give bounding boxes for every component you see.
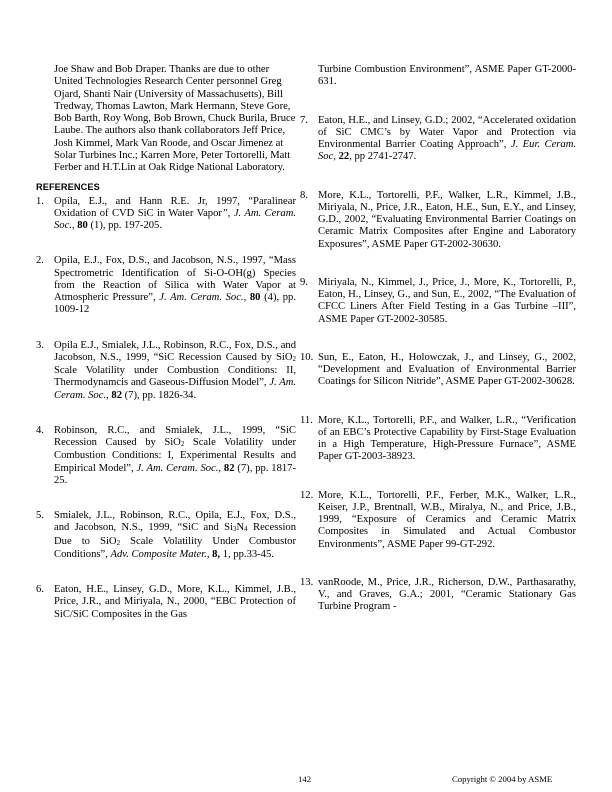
- reference-11: [300, 414, 576, 464]
- subscript: 4: [244, 525, 248, 534]
- reference-number: 6.: [36, 584, 44, 595]
- reference-number: 1.: [36, 195, 44, 207]
- reference-journal: J. Am. Ceram. Soc.: [136, 462, 219, 474]
- reference-3: 3. Opila E.J., Smialek, J.L., Robinson, R.C., Fox, D.S., and Jacobson, N.S., 1999, “SiC Recession Caused by SiO2 Scale Volatility under Combustion Conditions: II, Thermodynamcis and Gaseous-Diffusion Model”, J. Am. Ceram. Soc., 82 (7), pp. 1826-34.: [36, 339, 296, 401]
- reference-number: 3.: [36, 339, 44, 351]
- reference-number: 8.: [300, 189, 308, 201]
- subscript: 2: [180, 440, 185, 448]
- reference-journal: Adv. Composite Mater.: [110, 548, 207, 560]
- reference-number: 11.: [300, 414, 313, 426]
- reference-number: 7.: [300, 114, 308, 126]
- subscript: 2: [116, 538, 121, 547]
- reference-authors-title: Opila, E.J., Fox, D.S., and Jacobson, N.S., 1997, “Mass Spectrometric Identification of Si-O-OH(g) Species from the Reaction of Silica with Water Vapor at Atmospheric Pressure”,: [54, 255, 296, 303]
- page-number: 142: [298, 774, 312, 784]
- reference-authors-title: Opila, E.J., and Hann R.E. Jr, 1997, “Paralinear Oxidation of CVD SiC in Water Vapor: [54, 195, 296, 219]
- reference-authors-title: Opila E.J., Smialek, J.L., Robinson, R.C., Fox, D.S., and Jacobson, N.S., 1999, “SiC Recession Caused by SiO: [54, 339, 296, 363]
- reference-volume: 80: [77, 220, 88, 231]
- reference-pages: , pp 2741-2747.: [349, 151, 417, 163]
- reference-title-cont: Scale Volatility Under Combustor Conditions”,: [54, 535, 296, 560]
- reference-4: 4. Robinson, R.C., and Smialek, J.L., 1999, “SiC Recession Caused by SiO2 Scale Volatility under Combustion Conditions: I, Experimental Results and Empirical Model”, J. Am. Ceram. Soc., 82 (7), pp. 1817-25.: [36, 424, 297, 486]
- left-column: [36, 64, 297, 621]
- reference-title-cont: Scale Volatility under Combustion Conditions: II, Thermodynamcis and Gaseous-Diffusion Model”,: [54, 365, 296, 389]
- reference-number: 5.: [36, 510, 44, 521]
- reference-volume: 82: [111, 389, 122, 401]
- subscript: 2: [292, 354, 296, 363]
- reference-number: 13.: [300, 576, 314, 588]
- reference-text: Miriyala, N., Kimmel, J., Price, J., More, K., Tortorelli, P., Eaton, H., Linsey, G., and Sun, E., 2002, “The Evaluation of CFCC Liners After Field Testing in a Gas Turbine –III”, ASME Paper GT-2002-30585.: [318, 276, 576, 325]
- reference-journal: J. Am. Ceram. Soc.: [54, 377, 296, 401]
- reference-7: [300, 114, 576, 164]
- reference-text: More, K.L., Tortorelli, P.F., Walker, L.R., Kimmel, J.B., Miriyala, N., Price, J.R., Eaton, H.E., Sun, E.Y., and Linsey, G.D., 2002, “Evaluating Environmental Barrier Coatings on Ceramic Matrix Composites after Engine and Laboratory Exposures”, ASME Paper GT-2002-30630.: [318, 189, 576, 250]
- reference-2: 2. Opila, E.J., Fox, D.S., and Jacobson, N.S., 1997, “Mass Spectrometric Identification of Si-O-OH(g) Species from the Reaction of Silica with Water Vapor at Atmospheric Pressure”, J. Am. Ceram. Soc., 80 (4), pp. 1009-12: [36, 255, 297, 316]
- formula-part: N: [236, 522, 245, 534]
- reference-number: 4.: [36, 424, 44, 436]
- separator: ,: [206, 548, 213, 560]
- reference-text: More, K.L., Tortorelli, P.F., and Walker, L.R., “Verification of an EBC’s Protective Capability by First-Stage Evaluation in a High Temperature, High-Pressure Furnace”, ASME Paper GT-2003-38923.: [318, 414, 576, 463]
- reference-text: Turbine Combustion Environment”, ASME Paper GT-2000-631.: [318, 64, 576, 88]
- reference-6-continued: [318, 64, 576, 89]
- reference-pages: (7), pp. 1826-34.: [121, 389, 197, 401]
- reference-authors-title: Smialek, J.L., Robinson, R.C., Opila, E.J., Fox, D.S., and Jacobson, N.S., 1999, “SiC and Si: [54, 510, 296, 534]
- reference-number: 9.: [300, 276, 308, 288]
- reference-5: [36, 510, 296, 561]
- reference-pages: (1), pp. 197-205.: [87, 220, 162, 231]
- acknowledgement-text: Joe Shaw and Bob Draper. Thanks are due to other United Technologies Research Center personnel Greg Ojard, Shanti Nair (University of Massachusetts), Bill Tredway, Thomas Lawton, Mark Hermann, Steve Gore, Bob Barth, Roy Wong, Bob Brown, Chuck Burila, Bruce Laube. The authors also thank collaborators Jeff Price, Josh Kimmel, Mark Van Roode, and Oscar Jimenez at Solar Turbines Inc.; Karren More, Peter Tortorelli, Matt Ferber and H.T.Lin at Oak Ridge National Laboratory.: [54, 64, 296, 173]
- reference-volume: 8,: [212, 548, 221, 560]
- reference-pages: (4), pp. 1009-12: [54, 292, 297, 316]
- reference-title-cont: Scale Volatility under Combustion Conditions: I, Experimental Results and Empirical Model”,: [54, 437, 297, 474]
- reference-10: [300, 351, 576, 389]
- reference-journal: J. Eur. Ceram. Soc,: [318, 139, 576, 163]
- reference-12: [300, 489, 576, 551]
- reference-9: [300, 276, 576, 326]
- reference-pages: 1, pp.33-45.: [220, 548, 274, 560]
- copyright-notice: Copyright © 2004 by ASME: [452, 774, 553, 784]
- reference-text: vanRoode, M., Price, J.R., Richerson, D.W., Parthasarathy, V., and Graves, G.A.; 2001, “Ceramic Stationary Gas Turbine Program -: [318, 576, 576, 613]
- reference-volume: 22: [338, 151, 350, 163]
- right-column: [300, 64, 576, 614]
- reference-journal: ”, J. Am. Ceram. Soc.: [54, 207, 296, 231]
- reference-volume: 82: [223, 462, 235, 474]
- reference-text: Eaton, H.E., Linsey, G.D., More, K.L., Kimmel, J.B., Price, J.R., and Miriyala, N., 2000, “EBC Protection of SiC/SiC Composites in the Gas: [54, 584, 296, 620]
- reference-1: 1. Opila, E.J., and Hann R.E. Jr, 1997, “Paralinear Oxidation of CVD SiC in Water Vapor”, J. Am. Ceram. Soc., 80 (1), pp. 197-205.: [36, 195, 296, 231]
- reference-journal: J. Am. Ceram. Soc.: [159, 292, 244, 303]
- reference-number: 12.: [300, 489, 314, 501]
- subscript: 3: [233, 525, 237, 534]
- reference-text: More, K.L., Tortorelli, P.F., Ferber, M.K., Walker, L.R., Keiser, J.P., Brentnall, W.B., Miralya, N., and Price, J.B., 1999, “Exposure of Ceramics and Ceramic Matrix Composites in Simulated and Actual Combustor Environments”, ASME Paper 99-GT-292.: [318, 489, 576, 550]
- reference-pages: (7), pp. 1817-25.: [54, 462, 297, 486]
- references-heading: REFERENCES: [36, 182, 100, 193]
- reference-authors-title: Robinson, R.C., and Smialek, J.L., 1999, “SiC Recession Caused by SiO: [54, 424, 296, 448]
- reference-authors-title: Eaton, H.E., and Linsey, G.D.; 2002, “Accelerated oxidation of SiC CMC’s by Water Vapor and Protection via Environmental Barrier Coating Approach”,: [318, 114, 576, 150]
- reference-text: Sun, E., Eaton, H., Holowczak, J., and Linsey, G., 2002, “Development and Evaluation of Environmental Barrier Coatings for Silicon Nitride”, ASME Paper GT-2002-30628.: [318, 351, 576, 388]
- reference-title-cont: Recession Due to SiO: [54, 522, 296, 547]
- reference-number: 10.: [300, 351, 314, 363]
- reference-13: [300, 576, 576, 614]
- reference-6: [36, 584, 296, 621]
- reference-volume: 80: [249, 292, 261, 303]
- reference-8: [300, 189, 576, 251]
- reference-number: 2.: [36, 255, 44, 267]
